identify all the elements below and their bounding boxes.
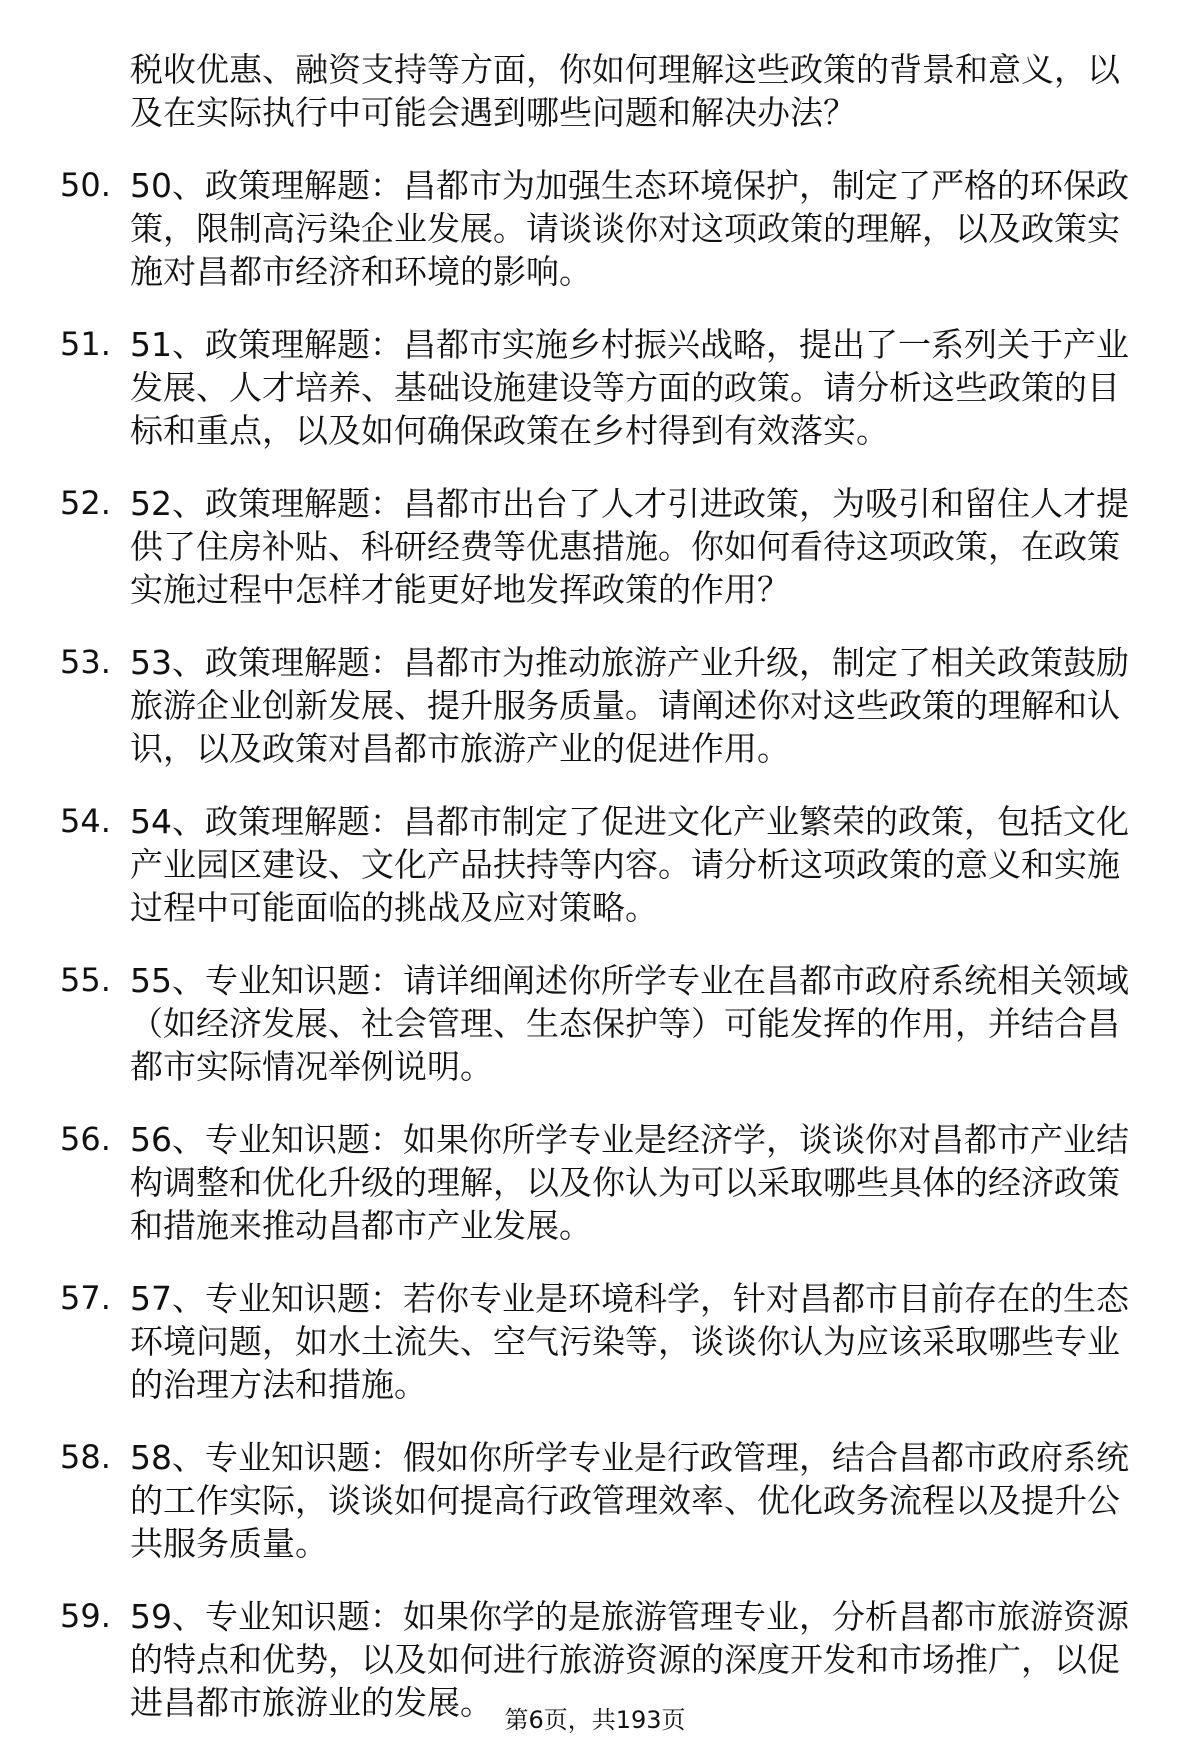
list-item xyxy=(60,482,1150,611)
item-number: 56. xyxy=(60,1120,111,1158)
item-number: 54. xyxy=(60,802,111,840)
list-item xyxy=(60,641,1150,770)
item-text: 57、专业知识题：若你专业是环境科学，针对昌都市目前存在的生态环境问题，如水土流失、空气污染等，谈谈你认为应该采取哪些专业的治理方法和措施。 xyxy=(130,1279,1129,1404)
item-text: 50、政策理解题：昌都市为加强生态环境保护，制定了严格的环保政策，限制高污染企业发展。请谈谈你对这项政策的理解，以及政策实施对昌都市经济和环境的影响。 xyxy=(130,166,1129,291)
item-number: 50. xyxy=(60,166,111,204)
item-number: 58. xyxy=(60,1438,111,1476)
list-item xyxy=(60,164,1150,293)
item-number: 59. xyxy=(60,1597,111,1635)
item-text: 58、专业知识题：假如你所学专业是行政管理，结合昌都市政府系统的工作实际，谈谈如何提高行政管理效率、优化政务流程以及提升公共服务质量。 xyxy=(130,1438,1129,1563)
item-text: 55、专业知识题：请详细阐述你所学专业在昌都市政府系统相关领域（如经济发展、社会管理、生态保护等）可能发挥的作用，并结合昌都市实际情况举例说明。 xyxy=(130,961,1129,1086)
item-number: 53. xyxy=(60,643,111,681)
list-item xyxy=(60,1436,1150,1565)
item-text: 56、专业知识题：如果你所学专业是经济学，谈谈你对昌都市产业结构调整和优化升级的理解，以及你认为可以采取哪些具体的经济政策和措施来推动昌都市产业发展。 xyxy=(130,1120,1129,1245)
item-number: 55. xyxy=(60,961,111,999)
item-text: 51、政策理解题：昌都市实施乡村振兴战略，提出了一系列关于产业发展、人才培养、基础设施建设等方面的政策。请分析这些政策的目标和重点，以及如何确保政策在乡村得到有效落实。 xyxy=(130,325,1129,450)
item-number: 52. xyxy=(60,484,111,522)
question-list xyxy=(60,48,1150,1754)
item-text: 54、政策理解题：昌都市制定了促进文化产业繁荣的政策，包括文化产业园区建设、文化产品扶持等内容。请分析这项政策的意义和实施过程中可能面临的挑战及应对策略。 xyxy=(130,802,1129,927)
list-item xyxy=(60,800,1150,929)
page-number: 第6页，共193页 xyxy=(504,1706,686,1734)
item-text: 59、专业知识题：如果你学的是旅游管理专业，分析昌都市旅游资源的特点和优势，以及如何进行旅游资源的深度开发和市场推广，以促进昌都市旅游业的发展。 xyxy=(130,1597,1129,1722)
list-item xyxy=(60,323,1150,452)
list-item xyxy=(60,1277,1150,1406)
list-item xyxy=(60,1118,1150,1247)
item-text: 52、政策理解题：昌都市出台了人才引进政策，为吸引和留住人才提供了住房补贴、科研经费等优惠措施。你如何看待这项政策，在政策实施过程中怎样才能更好地发挥政策的作用？ xyxy=(130,484,1129,609)
item-number: 51. xyxy=(60,325,111,363)
item-text: 53、政策理解题：昌都市为推动旅游产业升级，制定了相关政策鼓励旅游企业创新发展、提升服务质量。请阐述你对这些政策的理解和认识，以及政策对昌都市旅游产业的促进作用。 xyxy=(130,643,1129,768)
continued-question-text: 税收优惠、融资支持等方面，你如何理解这些政策的背景和意义，以及在实际执行中可能会遇到哪些问题和解决办法？ xyxy=(130,50,1120,132)
list-item xyxy=(60,959,1150,1088)
item-number: 57. xyxy=(60,1279,111,1317)
